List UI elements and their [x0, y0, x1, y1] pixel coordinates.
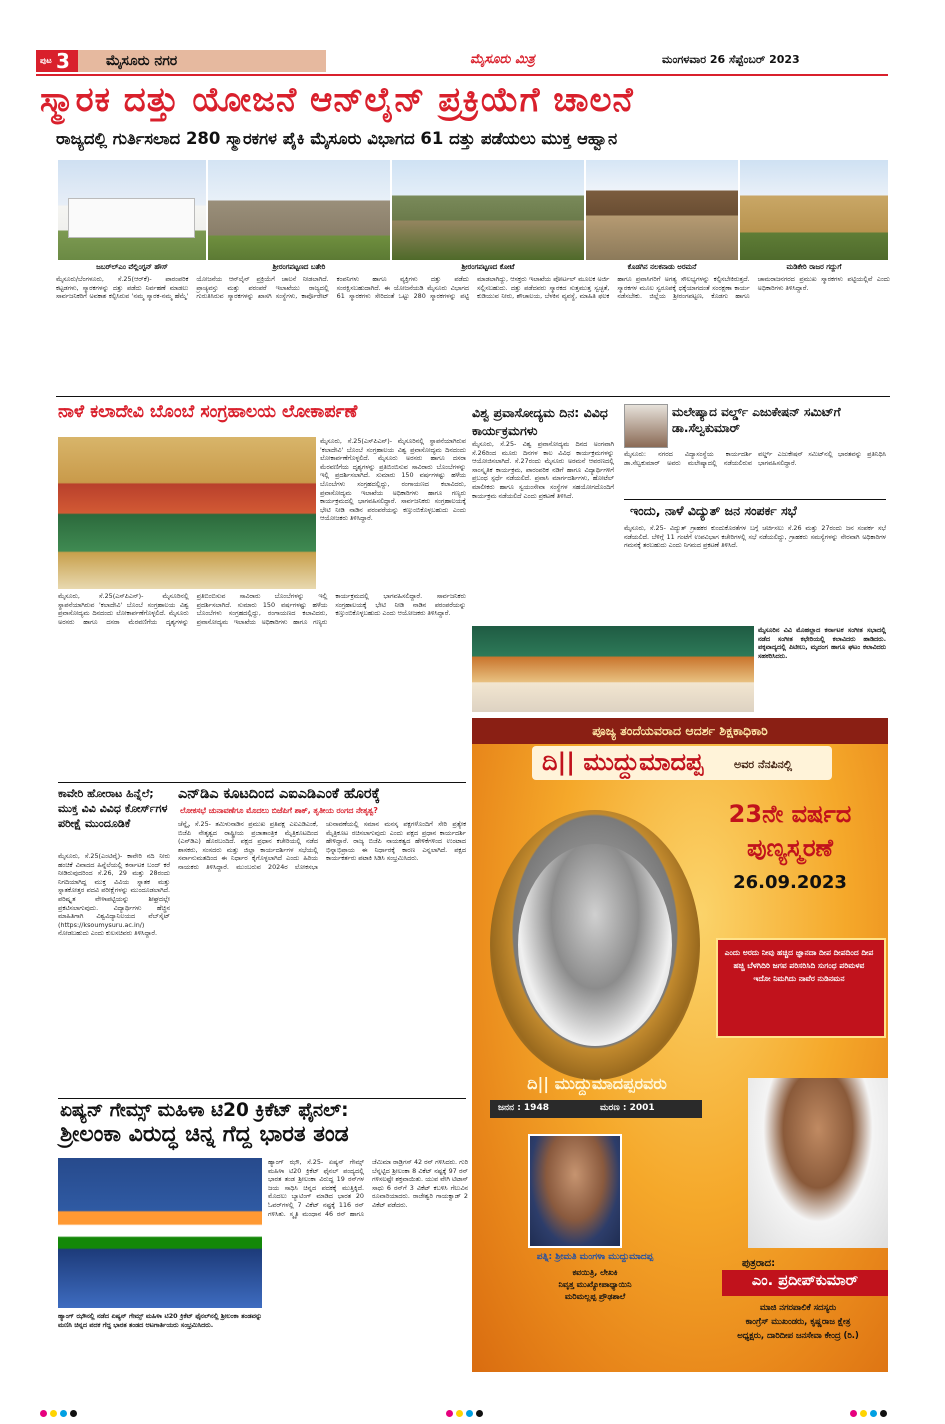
- museum-bottom-rule: [58, 782, 466, 783]
- color-registration-marks-left: [40, 1402, 80, 1421]
- wife-role-3: ಮರಿಮಲ್ಲಪ್ಪ ಪ್ರೌಢಶಾಲೆ: [564, 1292, 626, 1301]
- color-registration-marks-center: [446, 1402, 486, 1421]
- concert-photo: [472, 626, 754, 712]
- lead-headline: ಸ್ಮಾರಕ ದತ್ತು ಯೋಜನೆ ಆನ್‌ಲೈನ್ ಪ್ರಕ್ರಿಯೆಗೆ ಚಾಲನೆ: [40, 80, 634, 120]
- photo-caption-1: ಜಬರ್‌ಲ್‌ಎಂ ವೆಲ್ಲಿಂಗ್ಟನ್ ಹೌಸ್: [96, 263, 168, 271]
- lead-subheadline: ರಾಜ್ಯದಲ್ಲಿ ಗುರ್ತಿಸಲಾದ 280 ಸ್ಮಾರಕಗಳ ಪೈಕಿ ಮೈಸೂರು ವಿಭಾಗದ 61 ದತ್ತು ಪಡೆಯಲು ಮುಕ್ತ ಆಹ್ವಾನ: [56, 129, 618, 148]
- memorial-name-suffix: ಅವರ ನೆನಪಿನಲ್ಲಿ: [734, 758, 793, 771]
- son-photo: [748, 1078, 888, 1248]
- monument-photo-1: [58, 160, 206, 260]
- memorial-top-line: ಪೂಜ್ಯ ತಂದೆಯವರಾದ ಆದರ್ಶ ಶಿಕ್ಷಕಾಧಿಕಾರಿ: [592, 723, 768, 738]
- wife-role-2: ನಿವೃತ್ತ ಮುಖ್ಯೋಪಾಧ್ಯಾಯಿನಿ: [558, 1280, 632, 1289]
- masthead: ಮೈಸೂರು ಮಿತ್ರ: [470, 52, 535, 67]
- tourism-headline: ವಿಶ್ವ ಪ್ರವಾಸೋದ್ಯಮ ದಿನ: ವಿವಿಧ ಕಾರ್ಯಕ್ರಮಗಳು: [472, 405, 608, 438]
- memorial-ad: [472, 718, 888, 1372]
- summit-portrait: [624, 404, 668, 448]
- tourism-article-body: ಮೈಸೂರು, ಸೆ.25- ವಿಶ್ವ ಪ್ರವಾಸೋದ್ಯಮ ದಿನದ ಅಂಗವಾಗಿ ಸೆ.26ರಿಂದ ಮೂರು ದಿನಗಳ ಕಾಲ ವಿವಿಧ ಕಾರ್ಯಕ್ರಮಗಳನ್ನು ಆಯೋಜಿಸಲಾಗಿದೆ. ಸೆ.27ರಂದು ಮೈಸೂರು ಅರಮನೆ ಆವರಣದಲ್ಲಿ ಸಾಂಸ್ಕೃತಿಕ ಕಾರ್ಯಕ್ರಮ, ಪಾರಂಪರಿಕ ನಡಿಗೆ ಹಾಗೂ ವಿದ್ಯಾರ್ಥಿಗಳಿಗೆ ಪ್ರಬಂಧ ಸ್ಪರ್ಧೆ ನಡೆಯಲಿದೆ. ಪ್ರವಾಸಿ ಮಾರ್ಗದರ್ಶಿಗಳು, ಹೋಟೆಲ್ ಮಾಲೀಕರು ಹಾಗೂ ಸ್ವಯಂಸೇವಾ ಸಂಸ್ಥೆಗಳ ಸಹಯೋಗದೊಂದಿಗೆ ಕಾರ್ಯಕ್ರಮ ನಡೆಯಲಿದೆ ಎಂದು ಪ್ರಕಟಣೆ ತಿಳಿಸಿದೆ.: [472, 440, 614, 500]
- cricket-headline-line2: ಶ್ರೀಲಂಕಾ ವಿರುದ್ಧ ಚಿನ್ನ ಗೆದ್ದ ಭಾರತ ತಂಡ: [60, 1122, 349, 1147]
- cricket-team-photo: [58, 1158, 262, 1308]
- politics-headline: ಎನ್‌ಡಿಎ ಕೂಟದಿಂದ ಎಐಎಡಿಎಂಕೆ ಹೊರಕ್ಕೆ: [178, 786, 381, 802]
- page-number: 3: [56, 49, 70, 73]
- cricket-article-body: ಹ್ಯಾಂಗ್ ಝೌ, ಸೆ.25- ಏಷ್ಯನ್ ಗೇಮ್ಸ್ ಮಹಿಳಾ ಟಿ20 ಕ್ರಿಕೆಟ್ ಫೈನಲ್ ಪಂದ್ಯದಲ್ಲಿ ಭಾರತ ತಂಡ ಶ್ರೀಲಂಕಾ ವಿರುದ್ಧ 19 ರನ್‌ಗಳ ಜಯ ಸಾಧಿಸಿ ಚಿನ್ನದ ಪದಕಕ್ಕೆ ಮುತ್ತಿಕ್ಕಿದೆ. ಮೊದಲು ಬ್ಯಾಟಿಂಗ್ ಮಾಡಿದ ಭಾರತ 20 ಓವರ್‌ಗಳಲ್ಲಿ 7 ವಿಕೆಟ್ ನಷ್ಟಕ್ಕೆ 116 ರನ್ ಗಳಿಸಿತು. ಸ್ಮೃತಿ ಮಂಧಾನ 46 ರನ್ ಹಾಗೂ ಜೆಮಿಮಾ ರಾಡ್ರಿಗಸ್ 42 ರನ್ ಗಳಿಸಿದರು. ಗುರಿ ಬೆನ್ನಟ್ಟಿದ ಶ್ರೀಲಂಕಾ 8 ವಿಕೆಟ್ ನಷ್ಟಕ್ಕೆ 97 ರನ್ ಗಳಿಸಲಷ್ಟೇ ಶಕ್ತವಾಯಿತು. ಯುವ ವೇಗಿ ಟಿಟಾಸ್ ಸಾಧು 6 ರನ್‌ಗೆ 3 ವಿಕೆಟ್ ಕಬಳಿಸಿ ಗೆಲುವಿನ ರೂವಾರಿಯಾದರು. ರಾಜೇಶ್ವರಿ ಗಾಯಕ್ವಾಡ್ 2 ವಿಕೆಟ್ ಪಡೆದರು.: [268, 1158, 468, 1218]
- color-registration-marks-right: [850, 1402, 890, 1421]
- monument-photo-3: [392, 160, 584, 260]
- museum-article-body: ಮೈಸೂರು, ಸೆ.25(ಎಸ್‌ಪಿಎನ್)- ಮೈಸೂರಿನಲ್ಲಿ ಸ್ಥಾಪನೆಯಾಗಿರುವ 'ಕಲಾದೇವಿ' ಬೊಂಬೆ ಸಂಗ್ರಹಾಲಯ ವಿಶ್ವ ಪ್ರವಾಸೋದ್ಯಮ ದಿನದಂದು ಲೋಕಾರ್ಪಣೆಗೊಳ್ಳಲಿದೆ. ಮೈಸೂರು ಅರಸರು ಹಾಗೂ ದಸರಾ ಮೆರವಣಿಗೆಯ ದೃಶ್ಯಗಳನ್ನು ಪ್ರತಿಬಿಂಬಿಸುವ ಸಾವಿರಾರು ಬೊಂಬೆಗಳನ್ನು ಇಲ್ಲಿ ಪ್ರದರ್ಶಿಸಲಾಗಿದೆ. ಸುಮಾರು 150 ವರ್ಷಗಳಷ್ಟು ಹಳೆಯ ಬೊಂಬೆಗಳು ಸಂಗ್ರಹದಲ್ಲಿದ್ದು, ರಂಗಾಯಣದ ಕಲಾವಿದರು, ಪ್ರವಾಸೋದ್ಯಮ ಇಲಾಖೆಯ ಅಧಿಕಾರಿಗಳು ಹಾಗೂ ಗಣ್ಯರು ಕಾರ್ಯಕ್ರಮದಲ್ಲಿ ಭಾಗವಹಿಸಲಿದ್ದಾರೆ. ಸಾರ್ವಜನಿಕರು ಸಂಗ್ರಹಾಲಯಕ್ಕೆ ಭೇಟಿ ನೀಡಿ ನಾಡಿನ ಪರಂಪರೆಯನ್ನು ಕಣ್ತುಂಬಿಕೊಳ್ಳಬಹುದು ಎಂದು ಆಯೋಜಕರು ತಿಳಿಸಿದ್ದಾರೆ.: [320, 437, 466, 523]
- summit-headline: ಮಲೇಷ್ಯಾದ ವರ್ಲ್ಡ್ ಎಜುಕೇಷನ್ ಸಮಿಟ್‌ಗೆ ಡಾ.ಸೆಲ್ವಕುಮಾರ್: [672, 405, 841, 435]
- kaveri-article-body: ಮೈಸೂರು, ಸೆ.25(ಎಂಟಿವೈ)- ಕಾವೇರಿ ನದಿ ನೀರು ಹಂಚಿಕೆ ವಿವಾದದ ಹಿನ್ನೆಲೆಯಲ್ಲಿ ಕರ್ನಾಟಕ ಬಂದ್ ಕರೆ ನೀಡಿರುವುದರಿಂದ ಸೆ.26, 29 ಮತ್ತು 28ರಂದು ನಿಗದಿಯಾಗಿದ್ದ ಮುಕ್ತ ವಿವಿಯ ಸ್ನಾತಕ ಮತ್ತು ಸ್ನಾತಕೋತ್ತರ ಪದವಿ ಪರೀಕ್ಷೆಗಳನ್ನು ಮುಂದೂಡಲಾಗಿದೆ. ಪರಿಷ್ಕೃತ ವೇಳಾಪಟ್ಟಿಯನ್ನು ಶೀಘ್ರದಲ್ಲೇ ಪ್ರಕಟಿಸಲಾಗುವುದು. ವಿದ್ಯಾರ್ಥಿಗಳು ಹೆಚ್ಚಿನ ಮಾಹಿತಿಗಾಗಿ ವಿಶ್ವವಿದ್ಯಾನಿಲಯದ ವೆಬ್‌ಸೈಟ್ (https://ksoumysuru.ac.in/) ನೋಡಬಹುದು ಎಂದು ಕುಲಸಚಿವರು ತಿಳಿಸಿದ್ದಾರೆ.: [58, 852, 170, 938]
- museum-photo: [58, 437, 316, 589]
- cricket-photo-caption: ಹ್ಯಾಂಗ್ ಝೌನಲ್ಲಿ ನಡೆದ ಏಷ್ಯನ್ ಗೇಮ್ಸ್ ಮಹಿಳಾ ಟಿ20 ಕ್ರಿಕೆಟ್ ಫೈನಲ್‌ನಲ್ಲಿ ಶ್ರೀಲಂಕಾ ತಂಡವನ್ನು ಮಣಿಸಿ ಚಿನ್ನದ ಪದಕ ಗೆದ್ದ ಭಾರತ ತಂಡದ ಆಟಗಾರ್ತಿಯರು ಸಂಭ್ರಮಿಸಿದರು.: [58, 1312, 262, 1329]
- concert-caption: ಮೈಸೂರಿನ ವಿವಿ ಮೊಹಲ್ಲಾದ ಕರ್ನಾಟಕ ಸಂಗೀತ ಸಭಾದಲ್ಲಿ ನಡೆದ ಸಂಗೀತ ಕಛೇರಿಯಲ್ಲಿ ಕಲಾವಿದರು ಹಾಡಿದರು. ಪಕ್ಕವಾದ್ಯದಲ್ಲಿ ಪಿಟೀಲು, ಮೃದಂಗ ಹಾಗೂ ಘಟಂ ಕಲಾವಿದರು ಸಹಕರಿಸಿದರು.: [758, 626, 886, 660]
- photo-caption-3: ಶ್ರೀರಂಗಪಟ್ಟಣದ ಕೋಟೆ: [461, 263, 515, 271]
- photo-caption-4: ಕೊಡಗಿನ ನಲಕನಾಡು ಅರಮನೆ: [627, 263, 697, 271]
- son-label: ಪುತ್ರರಾದ:: [742, 1258, 776, 1269]
- memorial-anniversary-2: ಪುಣ್ಯಸ್ಮರಣೆ: [746, 834, 834, 862]
- politics-kicker: ಲೋಕಸಭೆ ಚುನಾವಣೆಗೂ ಮೊದಲು ಬಿಜೆಪಿಗೆ ಶಾಕ್, ತೃತೀಯ ರಂಗದ ನೇತೃತ್ವ?: [180, 806, 378, 815]
- memorial-name: ದಿ|| ಮುದ್ದುಮಾದಪ್ಪ: [542, 748, 704, 776]
- wife-photo: [528, 1134, 622, 1248]
- wife-role-1: ಕವಯಿತ್ರಿ, ಲೇಖಕಿ: [572, 1268, 618, 1277]
- power-headline: ಇಂದು, ನಾಳೆ ವಿದ್ಯುತ್ ಜನ ಸಂಪರ್ಕ ಸಭೆ: [630, 503, 797, 518]
- monument-photo-5: [740, 160, 888, 260]
- memorial-anniversary-1: 23ನೇ ವರ್ಷದ: [728, 800, 852, 828]
- cricket-headline-line1: ಏಷ್ಯನ್ ಗೇಮ್ಸ್ ಮಹಿಳಾ ಟಿ20 ಕ್ರಿಕೆಟ್ ಫೈನಲ್:: [60, 1100, 349, 1121]
- kaveri-headline: ಕಾವೇರಿ ಹೋರಾಟ ಹಿನ್ನೆಲೆ; ಮುಕ್ತ ವಿವಿ ವಿವಿಧ ಕೋರ್ಸ್‌ಗಳ ಪರೀಕ್ಷೆ ಮುಂದೂಡಿಕೆ: [58, 787, 168, 830]
- summit-article-body: ಮೈಸೂರು: ನಗರದ ವಿದ್ಯಾಸಂಸ್ಥೆಯ ಕಾರ್ಯದರ್ಶಿ ಡಾ.ಸೆಲ್ವಕುಮಾರ್ ಅವರು ಮಲೇಷ್ಯಾದಲ್ಲಿ ನಡೆಯಲಿರುವ ವರ್ಲ್ಡ್ ಎಜುಕೇಷನ್ ಸಮಿಟ್‌ನಲ್ಲಿ ಭಾರತವನ್ನು ಪ್ರತಿನಿಧಿಸಿ ಭಾಗವಹಿಸಲಿದ್ದಾರೆ.: [624, 450, 886, 467]
- photo-caption-5: ಮಡಿಕೇರಿ ರಾಜರ ಗದ್ದುಗೆ: [786, 263, 842, 271]
- section-name: ಮೈಸೂರು ನಗರ: [106, 53, 178, 69]
- museum-article-body-2: ಮೈಸೂರು, ಸೆ.25(ಎಸ್‌ಪಿಎನ್)- ಮೈಸೂರಿನಲ್ಲಿ ಸ್ಥಾಪನೆಯಾಗಿರುವ 'ಕಲಾದೇವಿ' ಬೊಂಬೆ ಸಂಗ್ರಹಾಲಯ ವಿಶ್ವ ಪ್ರವಾಸೋದ್ಯಮ ದಿನದಂದು ಲೋಕಾರ್ಪಣೆಗೊಳ್ಳಲಿದೆ. ಮೈಸೂರು ಅರಸರು ಹಾಗೂ ದಸರಾ ಮೆರವಣಿಗೆಯ ದೃಶ್ಯಗಳನ್ನು ಪ್ರತಿಬಿಂಬಿಸುವ ಸಾವಿರಾರು ಬೊಂಬೆಗಳನ್ನು ಇಲ್ಲಿ ಪ್ರದರ್ಶಿಸಲಾಗಿದೆ. ಸುಮಾರು 150 ವರ್ಷಗಳಷ್ಟು ಹಳೆಯ ಬೊಂಬೆಗಳು ಸಂಗ್ರಹದಲ್ಲಿದ್ದು, ರಂಗಾಯಣದ ಕಲಾವಿದರು, ಪ್ರವಾಸೋದ್ಯಮ ಇಲಾಖೆಯ ಅಧಿಕಾರಿಗಳು ಹಾಗೂ ಗಣ್ಯರು ಕಾರ್ಯಕ್ರಮದಲ್ಲಿ ಭಾಗವಹಿಸಲಿದ್ದಾರೆ. ಸಾರ್ವಜನಿಕರು ಸಂಗ್ರಹಾಲಯಕ್ಕೆ ಭೇಟಿ ನೀಡಿ ನಾಡಿನ ಪರಂಪರೆಯನ್ನು ಕಣ್ತುಂಬಿಕೊಳ್ಳಬಹುದು ಎಂದು ಆಯೋಜಕರು ತಿಳಿಸಿದ್ದಾರೆ.: [58, 592, 466, 626]
- wife-name: ಪತ್ನಿ: ಶ್ರೀಮತಿ ಮಂಗಳಾ ಮುದ್ದುಮಾದಪ್ಪ: [536, 1252, 654, 1262]
- lead-bottom-rule: [56, 396, 890, 397]
- header-rule: [36, 74, 888, 76]
- summit-rule: [624, 499, 886, 500]
- son-name: ಎಂ. ಪ್ರದೀಪ್‌ಕುಮಾರ್: [751, 1273, 859, 1289]
- photo-caption-2: ಶ್ರೀರಂಗಪಟ್ಟಣದ ಬತೇರಿ: [272, 263, 326, 271]
- power-article-body: ಮೈಸೂರು, ಸೆ.25- ವಿದ್ಯುತ್ ಗ್ರಾಹಕರ ಕುಂದುಕೊರತೆಗಳ ಬಗ್ಗೆ ಚರ್ಚಿಸಲು ಸೆ.26 ಮತ್ತು 27ರಂದು ಜನ ಸಂಪರ್ಕ ಸಭೆ ನಡೆಯಲಿದೆ. ಬೆಳಿಗ್ಗೆ 11 ಗಂಟೆಗೆ ಉಪವಿಭಾಗ ಕಚೇರಿಗಳಲ್ಲಿ ಸಭೆ ನಡೆಯಲಿದ್ದು, ಗ್ರಾಹಕರು ಸಮಸ್ಯೆಗಳನ್ನು ನೇರವಾಗಿ ಅಧಿಕಾರಿಗಳ ಗಮನಕ್ಕೆ ತರಬಹುದು ಎಂದು ನಿಗಮದ ಪ್ರಕಟಣೆ ತಿಳಿಸಿದೆ.: [624, 524, 886, 550]
- monument-photo-2: [208, 160, 390, 260]
- memorial-portrait: [518, 844, 672, 1046]
- politics-article-body: ಚೆನ್ನೈ, ಸೆ.25- ತಮಿಳುನಾಡಿನ ಪ್ರಮುಖ ಪ್ರತಿಪಕ್ಷ ಎಐಎಡಿಎಂಕೆ, ಬಿಜೆಪಿ ನೇತೃತ್ವದ ರಾಷ್ಟ್ರೀಯ ಪ್ರಜಾತಾಂತ್ರಿಕ ಮೈತ್ರಿಕೂಟದಿಂದ (ಎನ್‌ಡಿಎ) ಹೊರಬಂದಿದೆ. ಪಕ್ಷದ ಪ್ರಧಾನ ಕಚೇರಿಯಲ್ಲಿ ನಡೆದ ಶಾಸಕರು, ಸಂಸದರು ಮತ್ತು ಜಿಲ್ಲಾ ಕಾರ್ಯದರ್ಶಿಗಳ ಸಭೆಯಲ್ಲಿ ಸರ್ವಾನುಮತದಿಂದ ಈ ನಿರ್ಧಾರ ಕೈಗೊಳ್ಳಲಾಗಿದೆ ಎಂದು ಹಿರಿಯ ನಾಯಕರು ತಿಳಿಸಿದ್ದಾರೆ. ಮುಂಬರುವ 2024ರ ಲೋಕಸಭಾ ಚುನಾವಣೆಯಲ್ಲಿ ಸಮಾನ ಮನಸ್ಕ ಪಕ್ಷಗಳೊಂದಿಗೆ ಸೇರಿ ಪ್ರತ್ಯೇಕ ಮೈತ್ರಿಕೂಟ ರಚಿಸಲಾಗುವುದು ಎಂದು ಪಕ್ಷದ ಪ್ರಧಾನ ಕಾರ್ಯದರ್ಶಿ ಹೇಳಿದ್ದಾರೆ. ರಾಜ್ಯ ಬಿಜೆಪಿ ನಾಯಕತ್ವದ ಹೇಳಿಕೆಗಳಿಂದ ಉಂಟಾದ ಭಿನ್ನಾಭಿಪ್ರಾಯ ಈ ನಿರ್ಧಾರಕ್ಕೆ ಕಾರಣ ಎನ್ನಲಾಗಿದೆ. ಪಕ್ಷದ ಕಾರ್ಯಕರ್ತರು ಪಟಾಕಿ ಸಿಡಿಸಿ ಸಂಭ್ರಮಿಸಿದರು.: [178, 820, 466, 871]
- memorial-date: 26.09.2023: [733, 872, 847, 893]
- memorial-death: ಮರಣ : 2001: [600, 1103, 655, 1113]
- son-role-2: ಕಾಂಗ್ರೆಸ್ ಮುಖಂಡರು, ಕೃಷ್ಣರಾಜ ಕ್ಷೇತ್ರ: [745, 1316, 851, 1326]
- memorial-portrait-name: ದಿ|| ಮುದ್ದುಮಾದಪ್ಪರವರು: [527, 1074, 667, 1093]
- page-label: ಪುಟ: [40, 56, 52, 65]
- politics-bottom-rule: [58, 1098, 466, 1099]
- museum-headline: ನಾಳೆ ಕಲಾದೇವಿ ಬೊಂಬೆ ಸಂಗ್ರಹಾಲಯ ಲೋಕಾರ್ಪಣೆ: [58, 402, 358, 422]
- page-header: [36, 50, 888, 72]
- memorial-birth: ಜನನ : 1948: [498, 1103, 549, 1113]
- monument-photo-4: [586, 160, 738, 260]
- son-role-1: ಮಾಜಿ ನಗರಪಾಲಿಕೆ ಸದಸ್ಯರು: [759, 1302, 837, 1312]
- son-role-3: ಅಧ್ಯಕ್ಷರು, ದಾರಿದೀಪ ಜನಸೇವಾ ಕೇಂದ್ರ (ರಿ.): [737, 1330, 859, 1340]
- lead-article-body: ಮೈಸೂರು/ಬೆಂಗಳೂರು, ಸೆ.25(ಆರ್‌ಕೆ)- ಪಾರಂಪರಿಕ ಕಟ್ಟಡಗಳು, ಸ್ಮಾರಕಗಳನ್ನು ದತ್ತು ಪಡೆದು ನಿರ್ವಹಣೆ ಮಾಡಲು ಸಾರ್ವಜನಿಕರಿಗೆ ಅವಕಾಶ ಕಲ್ಪಿಸಿರುವ 'ನಮ್ಮ ಸ್ಮಾರಕ-ನಮ್ಮ ಹೆಮ್ಮೆ' ಯೋಜನೆಯ ಆನ್‌ಲೈನ್ ಪ್ರಕ್ರಿಯೆಗೆ ಚಾಲನೆ ನೀಡಲಾಗಿದೆ. ಪ್ರಾಚ್ಯವಸ್ತು ಮತ್ತು ಪರಂಪರೆ ಇಲಾಖೆಯು ರಾಜ್ಯದಲ್ಲಿ ಗುರುತಿಸಿರುವ ಸ್ಮಾರಕಗಳನ್ನು ಖಾಸಗಿ ಸಂಸ್ಥೆಗಳು, ಕಾರ್ಪೊರೇಟ್ ಕಂಪನಿಗಳು ಹಾಗೂ ವ್ಯಕ್ತಿಗಳು ದತ್ತು ಪಡೆದು ಸಂರಕ್ಷಿಸಬಹುದಾಗಿದೆ. ಈ ಯೋಜನೆಯಡಿ ಮೈಸೂರು ವಿಭಾಗದ 61 ಸ್ಮಾರಕಗಳು ಸೇರಿದಂತೆ ಒಟ್ಟು 280 ಸ್ಮಾರಕಗಳನ್ನು ಪಟ್ಟಿ ಮಾಡಲಾಗಿದ್ದು, ಆಸಕ್ತರು ಇಲಾಖೆಯ ಪೋರ್ಟಲ್ ಮೂಲಕ ಅರ್ಜಿ ಸಲ್ಲಿಸಬಹುದು. ದತ್ತು ಪಡೆದವರು ಸ್ಮಾರಕದ ಸುತ್ತಮುತ್ತ ಸ್ವಚ್ಛತೆ, ಕುಡಿಯುವ ನೀರು, ಶೌಚಾಲಯ, ಬೆಳಕಿನ ವ್ಯವಸ್ಥೆ, ಮಾಹಿತಿ ಫಲಕ ಹಾಗೂ ಪ್ರವಾಸಿಗರಿಗೆ ಅಗತ್ಯ ಸೌಲಭ್ಯಗಳನ್ನು ಕಲ್ಪಿಸಬೇಕಿರುತ್ತದೆ. ಸ್ಮಾರಕಗಳ ಮೂಲ ಸ್ವರೂಪಕ್ಕೆ ಧಕ್ಕೆಯಾಗದಂತೆ ಸಂರಕ್ಷಣಾ ಕಾರ್ಯ ನಡೆಸಬೇಕು. ಜಿಲ್ಲೆಯ ಶ್ರೀರಂಗಪಟ್ಟಣ, ಕೊಡಗು ಹಾಗೂ ಚಾಮರಾಜನಗರದ ಪ್ರಮುಖ ಸ್ಮಾರಕಗಳು ಪಟ್ಟಿಯಲ್ಲಿವೆ ಎಂದು ಅಧಿಕಾರಿಗಳು ತಿಳಿಸಿದ್ದಾರೆ.: [56, 275, 890, 301]
- memorial-quote: ಎಂದು ಅರದು ನೀವು ಹಚ್ಚಿದ ಜ್ಞಾನದಾ ದೀಪ ದೀಪದಿಂದ ದೀಪ ಹಚ್ಚಿ ಬೆಳಗಿದಿರಿ ಜಗವ ಪರಿಸರಿಸಿದಿ ಸುಗಂಧ ಪರಿಮಳವ ಇದೋ ನಿಮಗಿದು ನಾವೆರ ನುಡಿನಮನ: [724, 948, 874, 983]
- date-line: ಮಂಗಳವಾರ 26 ಸೆಪ್ಟೆಂಬರ್ 2023: [662, 53, 800, 66]
